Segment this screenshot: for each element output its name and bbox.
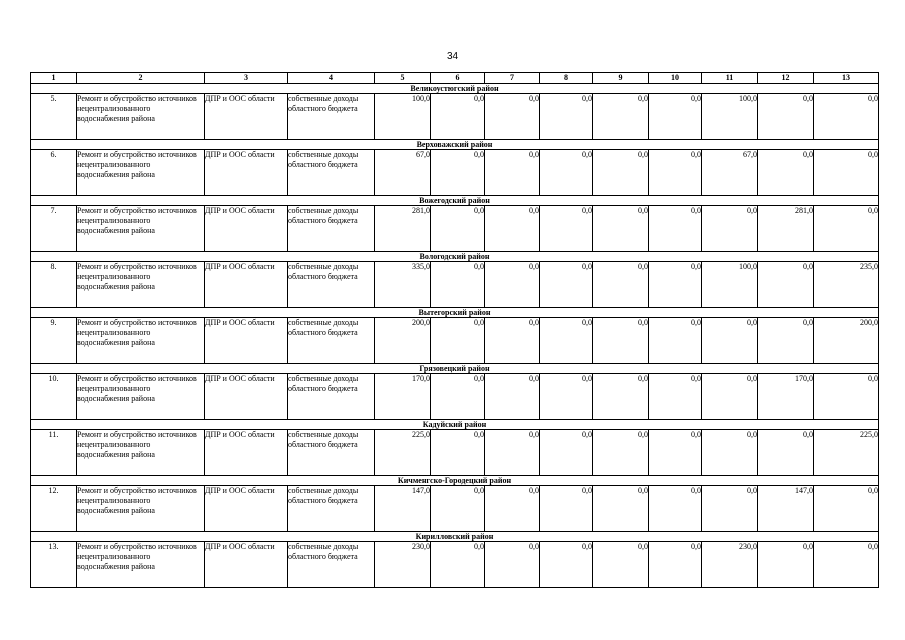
executor: ДПР и ООС области [205, 94, 288, 140]
amount-cell: 170,0 [375, 374, 431, 420]
funding-source: собственные доходы областного бюджета [288, 206, 375, 252]
amount-cell: 0,0 [814, 374, 879, 420]
budget-table [30, 72, 879, 588]
table-row [31, 430, 879, 476]
amount-cell: 0,0 [485, 486, 540, 532]
amount-cell: 0,0 [814, 94, 879, 140]
district-header-row [31, 476, 879, 486]
district-header-row [31, 196, 879, 206]
amount-cell: 100,0 [702, 94, 758, 140]
district-header-row [31, 532, 879, 542]
district-name: Великоустюгский район [31, 84, 879, 94]
amount-cell: 0,0 [758, 262, 814, 308]
amount-cell: 0,0 [593, 430, 649, 476]
column-header: 8 [540, 73, 593, 84]
column-header: 12 [758, 73, 814, 84]
amount-cell: 0,0 [649, 542, 702, 588]
amount-cell: 0,0 [649, 430, 702, 476]
amount-cell: 0,0 [649, 486, 702, 532]
amount-cell: 0,0 [485, 262, 540, 308]
measure-name: Ремонт и обустройство источников нецентрализованного водоснабжения района [77, 150, 205, 196]
amount-cell: 0,0 [649, 262, 702, 308]
amount-cell: 147,0 [375, 486, 431, 532]
amount-cell: 0,0 [485, 542, 540, 588]
amount-cell: 0,0 [702, 206, 758, 252]
amount-cell: 0,0 [431, 150, 485, 196]
amount-cell: 0,0 [593, 206, 649, 252]
amount-cell: 0,0 [431, 542, 485, 588]
amount-cell: 0,0 [431, 94, 485, 140]
amount-cell: 0,0 [431, 262, 485, 308]
amount-cell: 0,0 [540, 150, 593, 196]
column-header: 5 [375, 73, 431, 84]
district-header-row [31, 84, 879, 94]
column-header: 10 [649, 73, 702, 84]
executor: ДПР и ООС области [205, 374, 288, 420]
table-row [31, 374, 879, 420]
amount-cell: 0,0 [540, 318, 593, 364]
table-body [31, 73, 879, 588]
amount-cell: 0,0 [814, 150, 879, 196]
amount-cell: 67,0 [702, 150, 758, 196]
executor: ДПР и ООС области [205, 262, 288, 308]
row-number: 7. [31, 206, 77, 252]
executor: ДПР и ООС области [205, 486, 288, 532]
amount-cell: 0,0 [649, 206, 702, 252]
column-header: 6 [431, 73, 485, 84]
measure-name: Ремонт и обустройство источников нецентрализованного водоснабжения района [77, 542, 205, 588]
column-header: 7 [485, 73, 540, 84]
amount-cell: 67,0 [375, 150, 431, 196]
amount-cell: 0,0 [540, 542, 593, 588]
district-name: Вытегорский район [31, 308, 879, 318]
amount-cell: 0,0 [593, 318, 649, 364]
amount-cell: 0,0 [814, 486, 879, 532]
amount-cell: 0,0 [485, 374, 540, 420]
amount-cell: 0,0 [702, 430, 758, 476]
amount-cell: 0,0 [593, 262, 649, 308]
table-row [31, 94, 879, 140]
amount-cell: 0,0 [758, 318, 814, 364]
measure-name: Ремонт и обустройство источников нецентрализованного водоснабжения района [77, 374, 205, 420]
column-header: 1 [31, 73, 77, 84]
funding-source: собственные доходы областного бюджета [288, 430, 375, 476]
amount-cell: 0,0 [702, 318, 758, 364]
amount-cell: 0,0 [540, 94, 593, 140]
executor: ДПР и ООС области [205, 150, 288, 196]
column-header: 2 [77, 73, 205, 84]
funding-source: собственные доходы областного бюджета [288, 262, 375, 308]
column-header: 13 [814, 73, 879, 84]
table-row [31, 262, 879, 308]
funding-source: собственные доходы областного бюджета [288, 486, 375, 532]
amount-cell: 0,0 [540, 262, 593, 308]
table-row [31, 150, 879, 196]
measure-name: Ремонт и обустройство источников нецентрализованного водоснабжения района [77, 262, 205, 308]
amount-cell: 0,0 [431, 486, 485, 532]
table-row [31, 206, 879, 252]
amount-cell: 0,0 [593, 542, 649, 588]
page-number: 34 [446, 51, 459, 62]
amount-cell: 230,0 [702, 542, 758, 588]
funding-source: собственные доходы областного бюджета [288, 150, 375, 196]
district-name: Кирилловский район [31, 532, 879, 542]
district-header-row [31, 308, 879, 318]
amount-cell: 0,0 [593, 374, 649, 420]
amount-cell: 0,0 [540, 206, 593, 252]
amount-cell: 0,0 [649, 374, 702, 420]
amount-cell: 0,0 [540, 486, 593, 532]
district-header-row [31, 252, 879, 262]
amount-cell: 0,0 [814, 542, 879, 588]
amount-cell: 281,0 [758, 206, 814, 252]
column-header: 4 [288, 73, 375, 84]
column-header: 3 [205, 73, 288, 84]
district-name: Вожегодский район [31, 196, 879, 206]
amount-cell: 0,0 [758, 430, 814, 476]
amount-cell: 0,0 [540, 430, 593, 476]
amount-cell: 0,0 [485, 430, 540, 476]
amount-cell: 225,0 [375, 430, 431, 476]
amount-cell: 281,0 [375, 206, 431, 252]
amount-cell: 0,0 [431, 374, 485, 420]
row-number: 5. [31, 94, 77, 140]
amount-cell: 200,0 [814, 318, 879, 364]
measure-name: Ремонт и обустройство источников нецентрализованного водоснабжения района [77, 206, 205, 252]
district-header-row [31, 364, 879, 374]
table-row [31, 542, 879, 588]
district-name: Кадуйский район [31, 420, 879, 430]
amount-cell: 230,0 [375, 542, 431, 588]
amount-cell: 0,0 [702, 374, 758, 420]
funding-source: собственные доходы областного бюджета [288, 318, 375, 364]
row-number: 12. [31, 486, 77, 532]
row-number: 6. [31, 150, 77, 196]
measure-name: Ремонт и обустройство источников нецентрализованного водоснабжения района [77, 430, 205, 476]
row-number: 9. [31, 318, 77, 364]
amount-cell: 0,0 [485, 94, 540, 140]
amount-cell: 0,0 [593, 486, 649, 532]
amount-cell: 0,0 [758, 94, 814, 140]
amount-cell: 0,0 [593, 94, 649, 140]
measure-name: Ремонт и обустройство источников нецентрализованного водоснабжения района [77, 94, 205, 140]
amount-cell: 170,0 [758, 374, 814, 420]
column-header-row [31, 73, 879, 84]
amount-cell: 0,0 [485, 150, 540, 196]
amount-cell: 147,0 [758, 486, 814, 532]
amount-cell: 0,0 [758, 150, 814, 196]
executor: ДПР и ООС области [205, 318, 288, 364]
row-number: 11. [31, 430, 77, 476]
table-row [31, 486, 879, 532]
column-header: 9 [593, 73, 649, 84]
amount-cell: 0,0 [485, 318, 540, 364]
amount-cell: 225,0 [814, 430, 879, 476]
amount-cell: 335,0 [375, 262, 431, 308]
amount-cell: 235,0 [814, 262, 879, 308]
measure-name: Ремонт и обустройство источников нецентрализованного водоснабжения района [77, 486, 205, 532]
column-header: 11 [702, 73, 758, 84]
amount-cell: 0,0 [814, 206, 879, 252]
amount-cell: 100,0 [702, 262, 758, 308]
funding-source: собственные доходы областного бюджета [288, 374, 375, 420]
executor: ДПР и ООС области [205, 206, 288, 252]
district-name: Кичменгско-Городецкий район [31, 476, 879, 486]
row-number: 13. [31, 542, 77, 588]
amount-cell: 0,0 [702, 486, 758, 532]
amount-cell: 0,0 [540, 374, 593, 420]
measure-name: Ремонт и обустройство источников нецентрализованного водоснабжения района [77, 318, 205, 364]
district-name: Верховажский район [31, 140, 879, 150]
district-header-row [31, 420, 879, 430]
amount-cell: 0,0 [593, 150, 649, 196]
funding-source: собственные доходы областного бюджета [288, 542, 375, 588]
amount-cell: 0,0 [485, 206, 540, 252]
amount-cell: 0,0 [649, 94, 702, 140]
funding-source: собственные доходы областного бюджета [288, 94, 375, 140]
amount-cell: 0,0 [649, 150, 702, 196]
amount-cell: 100,0 [375, 94, 431, 140]
executor: ДПР и ООС области [205, 430, 288, 476]
amount-cell: 200,0 [375, 318, 431, 364]
table-row [31, 318, 879, 364]
district-name: Вологодский район [31, 252, 879, 262]
row-number: 8. [31, 262, 77, 308]
executor: ДПР и ООС области [205, 542, 288, 588]
district-name: Грязовецкий район [31, 364, 879, 374]
amount-cell: 0,0 [758, 542, 814, 588]
amount-cell: 0,0 [431, 318, 485, 364]
amount-cell: 0,0 [431, 430, 485, 476]
district-header-row [31, 140, 879, 150]
amount-cell: 0,0 [649, 318, 702, 364]
row-number: 10. [31, 374, 77, 420]
amount-cell: 0,0 [431, 206, 485, 252]
